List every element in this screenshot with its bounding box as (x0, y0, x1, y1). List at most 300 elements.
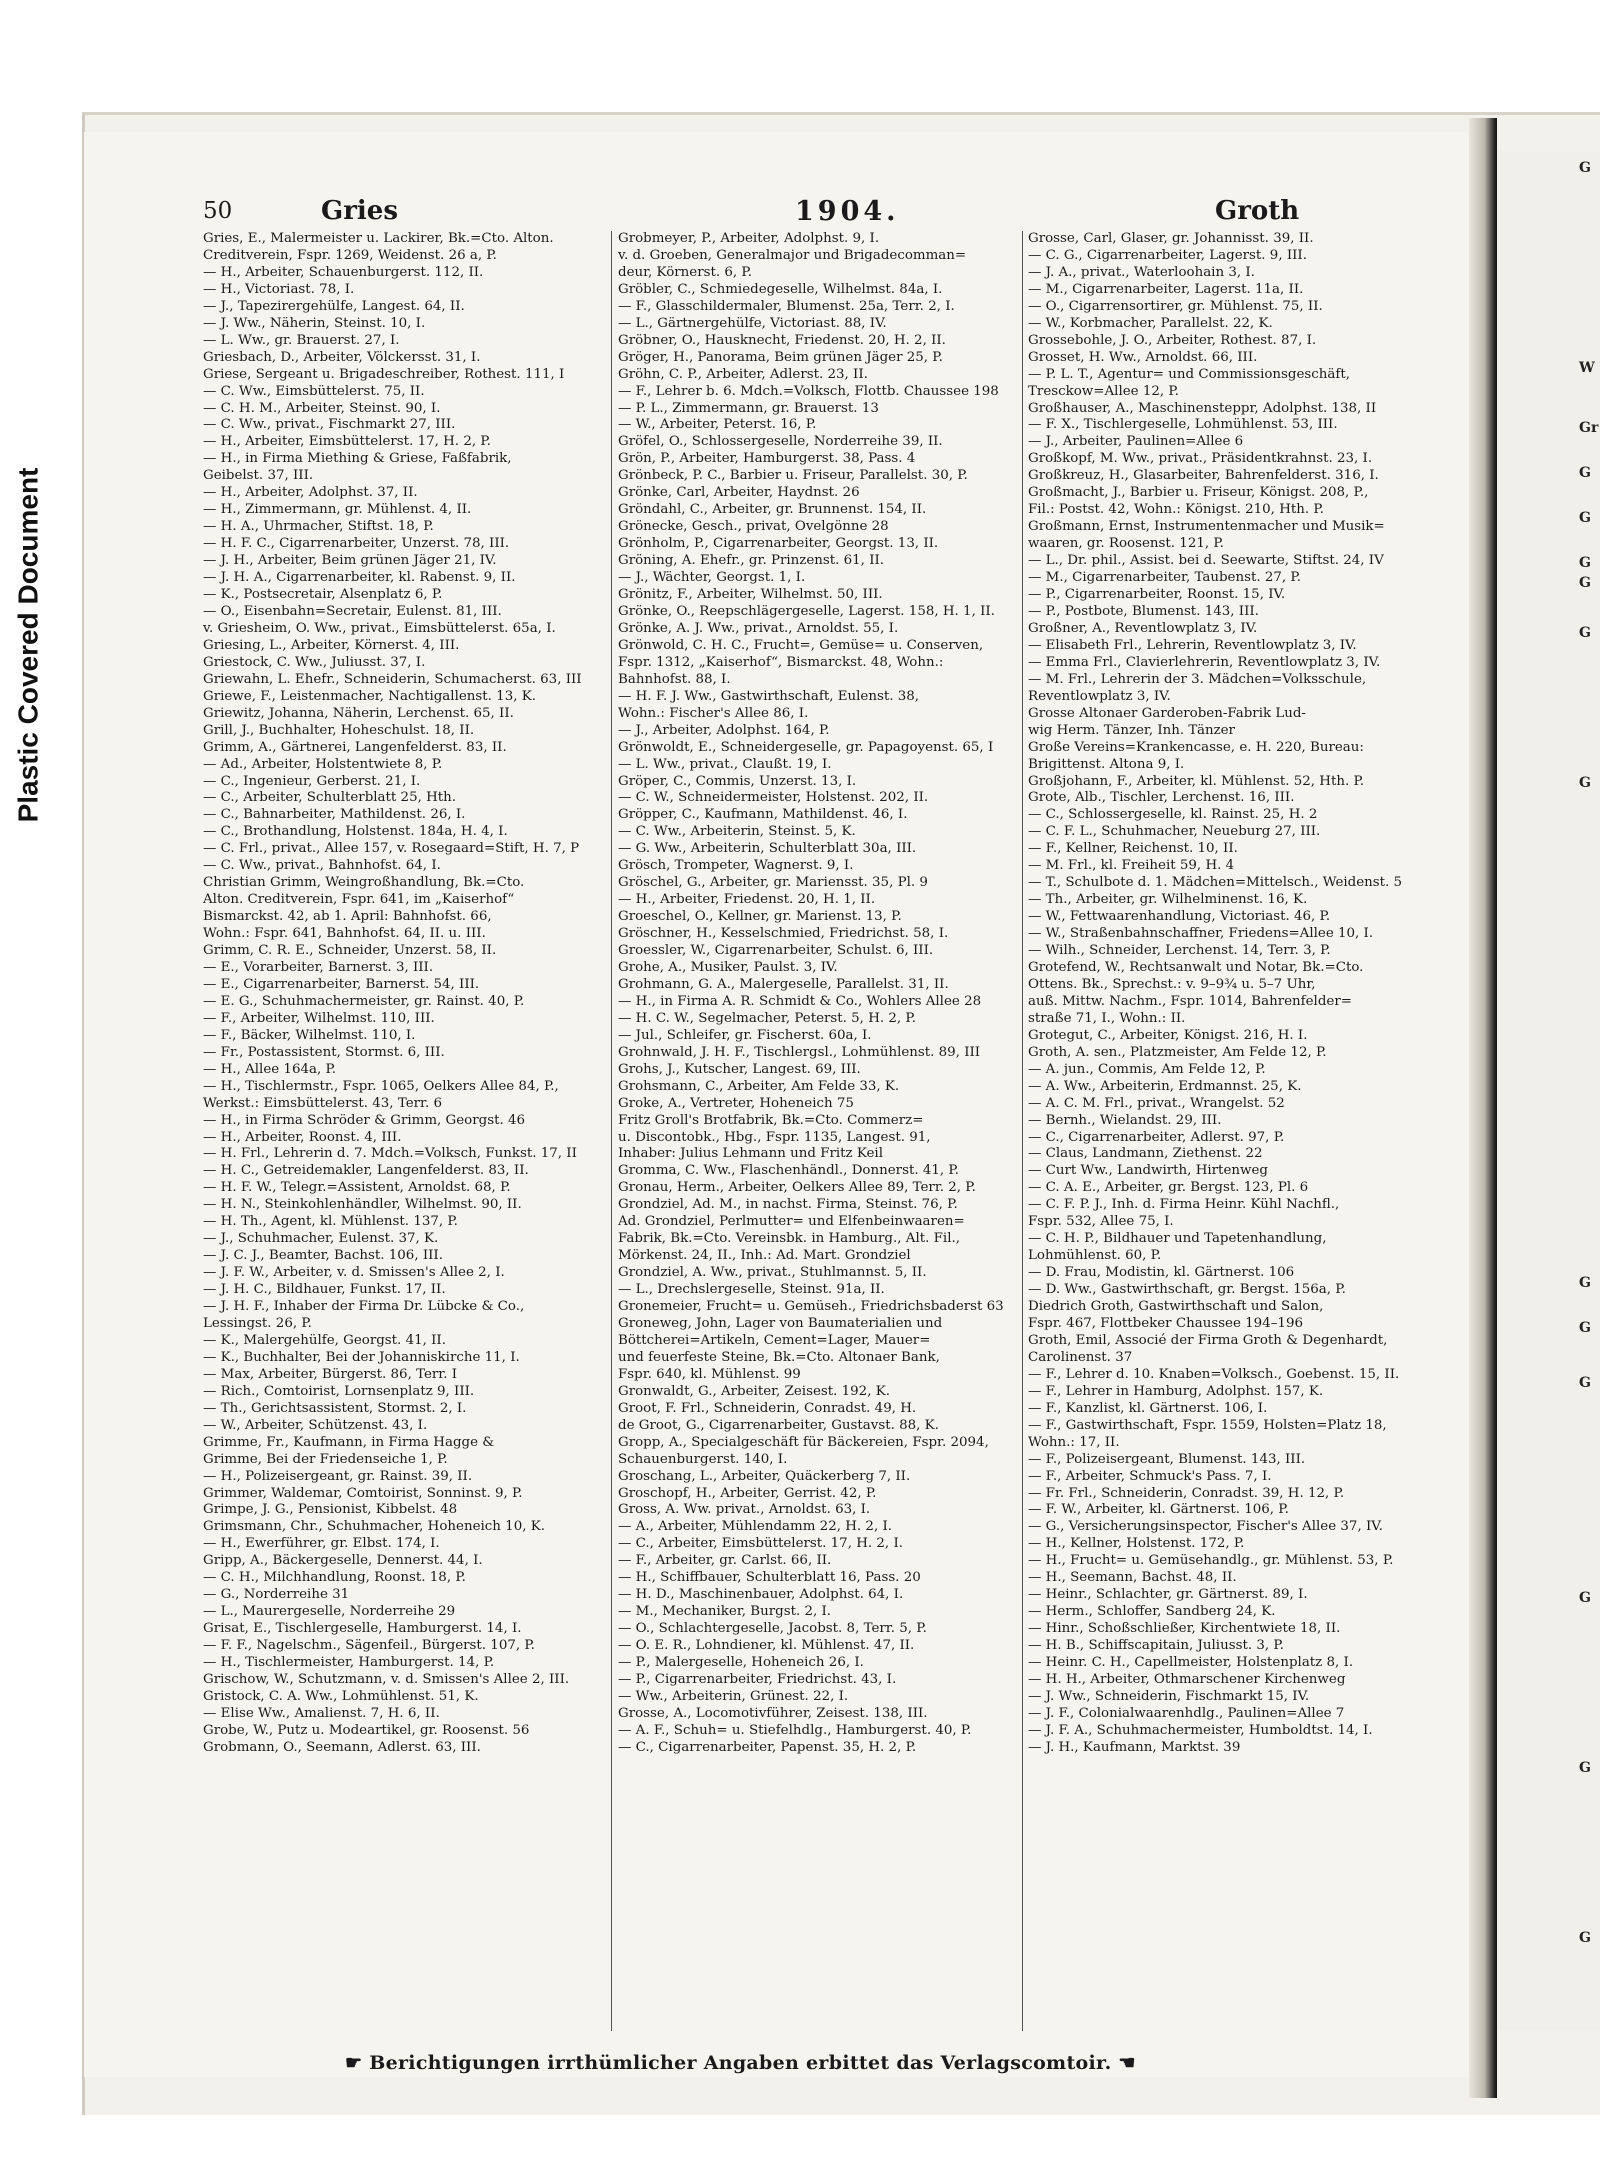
directory-entry: — W., Straßenbahnschaffner, Friedens=Allee 10, I. (1028, 926, 1374, 942)
adjacent-page-letter: Gr (1579, 420, 1599, 436)
directory-entry: Großner, A., Reventlowplatz 3, IV. (1028, 620, 1258, 636)
directory-entry: — Curt Ww., Landwirth, Hirtenweg (1028, 1163, 1268, 1179)
directory-entry: — L., Gärtnergehülfe, Victoriast. 88, IV. (618, 315, 887, 331)
directory-entry: Lessingst. 26, P. (203, 1316, 312, 1331)
directory-entry: — F., Glasschildermaler, Blumenst. 25a, Terr. 2, I. (618, 298, 955, 314)
directory-entry: v. d. Groeben, Generalmajor und Brigadecomman= (618, 247, 967, 263)
directory-entry: Geibelst. 37, III. (203, 468, 314, 484)
directory-entry: — M., Cigarrenarbeiter, Taubenst. 27, P. (1028, 570, 1301, 586)
directory-entry: — H. F. C., Cigarrenarbeiter, Unzerst. 78, III. (203, 536, 510, 552)
directory-entry: Gröbner, O., Hausknecht, Friedenst. 20, H. 2, II. (618, 332, 946, 348)
directory-entry: — E., Vorarbeiter, Barnerst. 3, III. (203, 959, 434, 975)
directory-entry: — H., Arbeiter, Schauenburgerst. 112, II. (203, 264, 484, 280)
directory-entry: — Ad., Arbeiter, Holstentwiete 8, P. (203, 756, 443, 772)
directory-entry: — H., Frucht= u. Gemüsehandlg., gr. Mühlenst. 53, P. (1028, 1553, 1394, 1569)
directory-entry: Grondziel, A. Ww., privat., Stuhlmannst. 5, II. (618, 1265, 927, 1281)
page-header (203, 196, 1300, 232)
directory-entry: Groeschel, O., Kellner, gr. Marienst. 13, P. (618, 909, 902, 925)
directory-entry: Großmann, Ernst, Instrumentenmacher und Musik= (1028, 519, 1385, 535)
directory-entry: Gröbler, C., Schmiedegeselle, Wilhelmst. 84a, I. (618, 281, 943, 297)
directory-entry: deur, Körnerst. 6, P. (618, 264, 752, 280)
directory-entry: — J. F. A., Schuhmachermeister, Humboldtst. 14, I. (1028, 1722, 1373, 1738)
directory-entry: — F., Lehrer d. 10. Knaben=Volksch., Goebenst. 15, II. (1028, 1366, 1400, 1382)
adjacent-page-letter: G (1579, 1275, 1591, 1291)
directory-entry: Grön, P., Arbeiter, Hamburgerst. 38, Pass. 4 (618, 451, 916, 467)
directory-entry: — C., Cigarrenarbeiter, Papenst. 35, H. 2, P. (618, 1739, 917, 1755)
directory-entry: — J., Arbeiter, Paulinen=Allee 6 (1028, 434, 1244, 450)
directory-entry: — D. Ww., Gastwirthschaft, gr. Bergst. 156a, P. (1028, 1282, 1346, 1298)
directory-entry: — K., Malergehülfe, Georgst. 41, II. (203, 1332, 446, 1348)
directory-entry: — L., Maurergeselle, Norderreihe 29 (203, 1604, 456, 1620)
directory-entry: — M. Frl., kl. Freiheit 59, H. 4 (1028, 858, 1235, 874)
directory-entry: — O., Cigarrensortirer, gr. Mühlenst. 75, II. (1028, 298, 1323, 314)
directory-entry: — H. Frl., Lehrerin d. 7. Mdch.=Volksch, Funkst. 17, II (203, 1146, 577, 1162)
directory-column-3 (1028, 231, 1444, 2036)
directory-entry: Groessler, W., Cigarrenarbeiter, Schulst. 6, III. (618, 943, 934, 959)
directory-entry: — H., Arbeiter, Eimsbüttelerst. 17, H. 2, P. (203, 434, 491, 450)
directory-entry: Grimm, C. R. E., Schneider, Unzerst. 58, II. (203, 943, 497, 959)
directory-entry: — H. N., Steinkohlenhändler, Wilhelmst. 90, II. (203, 1197, 522, 1213)
directory-entry: — H., in Firma Schröder & Grimm, Georgst. 46 (203, 1112, 526, 1128)
directory-entry: Gripp, A., Bäckergeselle, Dennerst. 44, I. (203, 1553, 483, 1569)
directory-entry: Grönke, A. J. Ww., privat., Arnoldst. 55, I. (618, 620, 899, 636)
directory-entry: Fspr. 467, Flottbeker Chaussee 194–196 (1028, 1316, 1303, 1331)
adjacent-page-letter: G (1579, 1590, 1591, 1606)
directory-entry: — J. H., Arbeiter, Beim grünen Jäger 21, IV. (203, 553, 497, 569)
directory-entry: — H. Th., Agent, kl. Mühlenst. 137, P. (203, 1214, 458, 1230)
directory-entry: — H. F. W., Telegr.=Assistent, Arnoldst. 68, P. (203, 1180, 511, 1196)
directory-entry: — J., Arbeiter, Adolphst. 164, P. (618, 722, 830, 738)
directory-entry: Tresckow=Allee 12, P. (1028, 383, 1179, 399)
directory-entry: — Heinr. C. H., Capellmeister, Holstenplatz 8, I. (1028, 1655, 1354, 1671)
directory-entry: Mörkenst. 24, II., Inh.: Ad. Mart. Grondziel (618, 1248, 911, 1264)
directory-entry: Gronwaldt, G., Arbeiter, Zeisest. 192, K. (618, 1383, 890, 1399)
directory-entry: — D. Frau, Modistin, kl. Gärtnerst. 106 (1028, 1265, 1295, 1281)
directory-entry: Ottens. Bk., Sprechst.: v. 9–9¾ u. 5–7 Uhr, (1028, 976, 1316, 992)
directory-entry: — J., Tapezirergehülfe, Langest. 64, II. (203, 298, 465, 314)
directory-entry: — F., Kanzlist, kl. Gärtnerst. 106, I. (1028, 1400, 1268, 1416)
directory-entry: — J. H., Kaufmann, Marktst. 39 (1028, 1739, 1241, 1755)
directory-entry: Grönecke, Gesch., privat, Ovelgönne 28 (618, 519, 889, 535)
directory-entry: — C. Ww., Eimsbüttelerst. 75, II. (203, 383, 425, 399)
directory-entry: Großkopf, M. Ww., privat., Präsidentkrahnst. 23, I. (1028, 451, 1373, 467)
adjacent-page-letter: G (1579, 1320, 1591, 1336)
directory-entry: Grönke, O., Reepschlägergeselle, Lagerst. 158, H. 1, II. (618, 603, 995, 619)
directory-entry: Griestock, C. Ww., Juliusst. 37, I. (203, 654, 426, 670)
directory-entry: Grimm, A., Gärtnerei, Langenfelderst. 83, II. (203, 739, 507, 755)
page-number: 50 (203, 198, 233, 224)
directory-entry: — J. C. J., Beamter, Bachst. 106, III. (203, 1248, 443, 1264)
directory-entry: Carolinenst. 37 (1028, 1349, 1133, 1365)
directory-entry: — C., Cigarrenarbeiter, Adlerst. 97, P. (1028, 1129, 1285, 1145)
directory-entry: — C. G., Cigarrenarbeiter, Lagerst. 9, III. (1028, 247, 1307, 263)
directory-entry: — A. C. M. Frl., privat., Wrangelst. 52 (1028, 1095, 1285, 1111)
directory-entry: Griesing, L., Arbeiter, Körnerst. 4, III. (203, 637, 460, 653)
directory-entry: — W., Arbeiter, Schützenst. 43, I. (203, 1417, 428, 1433)
directory-column-2 (618, 231, 1016, 2036)
directory-entry: — O., Schlachtergeselle, Jacobst. 8, Terr. 5, P. (618, 1621, 927, 1637)
directory-entry: — P., Malergeselle, Hoheneich 26, I. (618, 1655, 864, 1671)
directory-entry: Gröning, A. Ehefr., gr. Prinzenst. 61, II. (618, 553, 885, 569)
directory-entry: Grobmeyer, P., Arbeiter, Adolphst. 9, I. (618, 231, 880, 246)
directory-entry: — C. Frl., privat., Allee 157, v. Rosegaard=Stift, H. 7, P (203, 841, 580, 857)
directory-entry: — H. H., Arbeiter, Othmarschener Kirchenweg (1028, 1672, 1346, 1688)
directory-entry: Lohmühlenst. 60, P. (1028, 1248, 1162, 1264)
directory-entry: und feuerfeste Steine, Bk.=Cto. Altonaer Bank, (618, 1349, 940, 1365)
directory-entry: — Hinr., Schoßschließer, Kirchentwiete 18, II. (1028, 1621, 1341, 1637)
directory-entry: Fabrik, Bk.=Cto. Vereinsbk. in Hamburg., Alt. Fil., (618, 1231, 960, 1247)
directory-entry: — Emma Frl., Clavierlehrerin, Reventlowplatz 3, IV. (1028, 654, 1381, 670)
directory-entry: — F. W., Arbeiter, kl. Gärtnerst. 106, P. (1028, 1502, 1289, 1518)
directory-entry: — Max, Arbeiter, Bürgerst. 86, Terr. I (203, 1366, 458, 1382)
directory-entry: — H., Zimmermann, gr. Mühlenst. 4, II. (203, 502, 472, 518)
directory-entry: Griewahn, L. Ehefr., Schneiderin, Schumacherst. 63, III (203, 671, 582, 687)
directory-entry: — H., Allee 164a, P. (203, 1061, 337, 1077)
header-first-entry-word: Gries (321, 196, 398, 226)
directory-entry: Fspr. 532, Allee 75, I. (1028, 1214, 1174, 1230)
directory-entry: Gross, A. Ww. privat., Arnoldst. 63, I. (618, 1502, 871, 1518)
directory-entry: Groschang, L., Arbeiter, Quäckerberg 7, II. (618, 1468, 911, 1484)
directory-entry: — P. L., Zimmermann, gr. Brauerst. 13 (618, 400, 879, 416)
directory-entry: — C. A. E., Arbeiter, gr. Bergst. 123, Pl. 6 (1028, 1180, 1309, 1196)
directory-entry: Gries, E., Malermeister u. Lackirer, Bk.=Cto. Alton. (203, 231, 554, 246)
directory-entry: Grohsmann, C., Arbeiter, Am Felde 33, K. (618, 1078, 900, 1094)
directory-entry: — C., Arbeiter, Eimsbüttelerst. 17, H. 2, I. (618, 1536, 903, 1552)
directory-entry: — E. G., Schuhmachermeister, gr. Rainst. 40, P. (203, 993, 525, 1009)
directory-entry: — J. H. F., Inhaber der Firma Dr. Lübcke & Co., (203, 1299, 525, 1315)
directory-entry: — C., Schlossergeselle, kl. Rainst. 25, H. 2 (1028, 807, 1318, 823)
directory-entry: Gröschner, H., Kesselschmied, Friedrichst. 58, I. (618, 926, 949, 942)
directory-entry: Großjohann, F., Arbeiter, kl. Mühlenst. 52, Hth. P. (1028, 773, 1365, 789)
directory-entry: — Fr. Frl., Schneiderin, Conradst. 39, H. 12, P. (1028, 1485, 1345, 1501)
directory-entry: Große Vereins=Krankencasse, e. H. 220, Bureau: (1028, 739, 1364, 755)
directory-entry: — J. H. C., Bildhauer, Funkst. 17, II. (203, 1282, 446, 1298)
directory-entry: Grosse Altonaer Garderoben-Fabrik Lud- (1028, 705, 1306, 721)
directory-entry: Grosse, A., Locomotivführer, Zeisest. 138, III. (618, 1705, 928, 1721)
adjacent-page-letter: G (1579, 160, 1591, 176)
directory-entry: — H., Ewerführer, gr. Elbst. 174, I. (203, 1536, 440, 1552)
directory-entry: — Elisabeth Frl., Lehrerin, Reventlowplatz 3, IV. (1028, 637, 1357, 653)
directory-entry: Gristock, C. A. Ww., Lohmühlenst. 51, K. (203, 1688, 479, 1704)
directory-entry: — H. C., Getreidemakler, Langenfelderst. 83, II. (203, 1163, 529, 1179)
directory-entry: Groth, A. sen., Platzmeister, Am Felde 12, P. (1028, 1044, 1327, 1060)
directory-entry: — L. Ww., privat., Claußt. 19, I. (618, 756, 832, 772)
directory-entry: — J., Wächter, Georgst. 1, I. (618, 570, 806, 586)
directory-entry: Diedrich Groth, Gastwirthschaft und Salon, (1028, 1299, 1324, 1315)
directory-entry: Gromma, C. Ww., Flaschenhändl., Donnerst. 41, P. (618, 1163, 959, 1179)
directory-entry: — Wilh., Schneider, Lerchenst. 14, Terr. 3, P. (1028, 943, 1331, 959)
adjacent-page-letter: G (1579, 1760, 1591, 1776)
directory-entry: Gropp, A., Specialgeschäft für Bäckereien, Fspr. 2094, (618, 1434, 989, 1450)
side-label-text: Plastic Covered Document (12, 467, 43, 823)
directory-entry: Groschopf, H., Arbeiter, Gerrist. 42, P. (618, 1485, 877, 1501)
directory-entry: — G., Norderreihe 31 (203, 1587, 350, 1603)
directory-entry: — J. Ww., Näherin, Steinst. 10, I. (203, 315, 426, 331)
directory-entry: — L. Ww., gr. Brauerst. 27, I. (203, 332, 400, 348)
directory-entry: Groneweg, John, Lager von Baumaterialien und (618, 1316, 943, 1331)
directory-entry: — W., Korbmacher, Parallelst. 22, K. (1028, 315, 1273, 331)
directory-entry: Grobe, W., Putz u. Modeartikel, gr. Roosenst. 56 (203, 1722, 530, 1738)
directory-entry: — P., Postbote, Blumenst. 143, III. (1028, 603, 1259, 619)
adjacent-page-letter: G (1579, 775, 1591, 791)
directory-entry: Grohmann, G. A., Malergeselle, Parallelst. 31, II. (618, 976, 949, 992)
directory-entry: — F., Arbeiter, Schmuck's Pass. 7, I. (1028, 1468, 1272, 1484)
directory-entry: Groot, F. Frl., Schneiderin, Conradst. 49, H. (618, 1400, 917, 1416)
side-label (8, 380, 48, 910)
directory-entry: — C. F. L., Schuhmacher, Neueburg 27, III. (1028, 824, 1321, 840)
directory-entry: — H., Schiffbauer, Schulterblatt 16, Pass. 20 (618, 1570, 921, 1586)
directory-entry: — Ww., Arbeiterin, Grünest. 22, I. (618, 1688, 849, 1704)
directory-entry: Grimmer, Waldemar, Comtoirist, Sonninst. 9, P. (203, 1485, 523, 1501)
directory-entry: — Rich., Comtoirist, Lornsenplatz 9, III. (203, 1383, 475, 1399)
directory-entry: — H. D., Maschinenbauer, Adolphst. 64, I. (618, 1587, 904, 1603)
directory-entry: Grohnwald, J. H. F., Tischlergsl., Lohmühlenst. 89, III (618, 1044, 981, 1060)
directory-entry: Grönholm, P., Cigarrenarbeiter, Georgst. 13, II. (618, 536, 939, 552)
directory-entry: Fspr. 1312, „Kaiserhof“, Bismarckst. 48, Wohn.: (618, 654, 944, 670)
adjacent-page-letter: W (1579, 360, 1595, 376)
directory-entry: — Fr., Postassistent, Stormst. 6, III. (203, 1044, 445, 1060)
directory-entry: Reventlowplatz 3, IV. (1028, 688, 1171, 704)
directory-entry: Ad. Grondziel, Perlmutter= und Elfenbeinwaaren= (618, 1214, 965, 1230)
directory-entry: — L., Dr. phil., Assist. bei d. Seewarte, Stiftst. 24, IV (1028, 553, 1384, 569)
directory-entry: — C. W., Schneidermeister, Holstenst. 202, II. (618, 790, 929, 806)
directory-entry: — J. F., Colonialwaarenhdlg., Paulinen=Allee 7 (1028, 1705, 1345, 1721)
directory-entry: Großkreuz, H., Glasarbeiter, Bahrenfelderst. 316, I. (1028, 468, 1379, 484)
directory-entry: — H., Arbeiter, Adolphst. 37, II. (203, 485, 418, 501)
directory-entry: Grösch, Trompeter, Wagnerst. 9, I. (618, 858, 854, 874)
directory-entry: — H., Victoriast. 78, I. (203, 281, 355, 297)
directory-entry: — H., Seemann, Bachst. 48, II. (1028, 1570, 1237, 1586)
directory-entry: Grönbeck, P. C., Barbier u. Friseur, Parallelst. 30, P. (618, 468, 968, 484)
directory-entry: — H. B., Schiffscapitain, Juliusst. 3, P. (1028, 1638, 1284, 1654)
directory-entry: Großhauser, A., Maschinensteppr, Adolphst. 138, II (1028, 400, 1377, 416)
directory-entry: — C. H., Milchhandlung, Roonst. 18, P. (203, 1570, 466, 1586)
directory-entry: — C., Ingenieur, Gerberst. 21, I. (203, 773, 421, 789)
directory-entry: Alton. Creditverein, Fspr. 641, im „Kaiserhof“ (203, 892, 515, 908)
directory-entry: Grönwoldt, E., Schneidergeselle, gr. Papagoyenst. 65, I (618, 739, 994, 755)
directory-entry: — Th., Arbeiter, gr. Wilhelminenst. 16, K. (1028, 892, 1308, 908)
adjacent-page-edge (1497, 150, 1600, 2030)
directory-entry: — E., Cigarrenarbeiter, Barnerst. 54, III. (203, 976, 480, 992)
directory-entry: Schauenburgerst. 140, I. (618, 1451, 788, 1467)
directory-entry: Böttcherei=Artikeln, Cement=Lager, Mauer= (618, 1332, 931, 1348)
directory-entry: — C., Bahnarbeiter, Mathildenst. 26, I. (203, 807, 466, 823)
directory-entry: — T., Schulbote d. 1. Mädchen=Mittelsch., Weidenst. 5 (1028, 875, 1403, 891)
directory-entry: — H., Arbeiter, Roonst. 4, III. (203, 1129, 402, 1145)
directory-entry: Griese, Sergeant u. Brigadeschreiber, Rothest. 111, I (203, 366, 565, 382)
directory-entry: Grischow, W., Schutzmann, v. d. Smissen's Allee 2, III. (203, 1672, 570, 1688)
directory-entry: Grimpe, J. G., Pensionist, Kibbelst. 48 (203, 1502, 458, 1518)
directory-entry: — W., Arbeiter, Peterst. 16, P. (618, 417, 817, 433)
directory-entry: Grote, Alb., Tischler, Lerchenst. 16, III. (1028, 790, 1295, 806)
directory-entry: — H., Tischlermstr., Fspr. 1065, Oelkers Allee 84, P., (203, 1078, 559, 1094)
directory-entry: — C. Ww., privat., Fischmarkt 27, III. (203, 417, 456, 433)
directory-entry: Grimme, Fr., Kaufmann, in Firma Hagge & (203, 1434, 495, 1450)
directory-entry: Christian Grimm, Weingroßhandlung, Bk.=Cto. (203, 875, 525, 891)
directory-entry: — M. Frl., Lehrerin der 3. Mädchen=Volksschule, (1028, 671, 1367, 687)
directory-entry: — K., Buchhalter, Bei der Johanniskirche 11, I. (203, 1349, 520, 1365)
directory-entry: — J. H. A., Cigarrenarbeiter, kl. Rabenst. 9, II. (203, 570, 516, 586)
directory-entry: Grimsmann, Chr., Schuhmacher, Hoheneich 10, K. (203, 1519, 545, 1535)
directory-entry: — J. F. W., Arbeiter, v. d. Smissen's Allee 2, I. (203, 1265, 505, 1281)
directory-entry: — O. E. R., Lohndiener, kl. Mühlenst. 47, II. (618, 1638, 915, 1654)
directory-entry: — H., in Firma Miething & Griese, Faßfabrik, (203, 451, 512, 467)
directory-entry: Grönitz, F., Arbeiter, Wilhelmst. 50, III. (618, 587, 883, 603)
directory-entry: Groth, Emil, Associé der Firma Groth & Degenhardt, (1028, 1332, 1388, 1348)
directory-entry: Grondziel, Ad. M., in nachst. Firma, Steinst. 76, P. (618, 1197, 958, 1213)
directory-entry: — C. F. P. J., Inh. d. Firma Heinr. Kühl Nachfl., (1028, 1197, 1340, 1213)
directory-entry: — P. L. T., Agentur= und Commissionsgeschäft, (1028, 366, 1350, 382)
directory-entry: v. Griesheim, O. Ww., privat., Eimsbüttelerst. 65a, I. (203, 620, 556, 636)
directory-entry: — L., Drechslergeselle, Steinst. 91a, II. (618, 1282, 885, 1298)
directory-entry: — O., Eisenbahn=Secretair, Eulenst. 81, III. (203, 603, 502, 619)
directory-entry: — H., Kellner, Holstenst. 172, P. (1028, 1536, 1245, 1552)
directory-entry: — C., Arbeiter, Schulterblatt 25, Hth. (203, 790, 457, 806)
directory-entry: — H., Tischlermeister, Hamburgerst. 14, P. (203, 1655, 495, 1671)
directory-entry: de Groot, G., Cigarrenarbeiter, Gustavst. 88, K. (618, 1417, 939, 1433)
directory-entry: Bahnhofst. 88, I. (618, 671, 731, 687)
directory-entry: — H., Polizeisergeant, gr. Rainst. 39, II. (203, 1468, 473, 1484)
directory-entry: — P., Cigarrenarbeiter, Roonst. 15, IV. (1028, 587, 1286, 603)
header-last-entry-word: Groth (1215, 196, 1300, 226)
directory-entry: Grotefend, W., Rechtsanwalt und Notar, Bk.=Cto. (1028, 959, 1364, 975)
directory-entry: wig Herm. Tänzer, Inh. Tänzer (1028, 722, 1235, 738)
directory-entry: Fil.: Postst. 42, Wohn.: Königst. 210, Hth. P. (1028, 502, 1324, 518)
directory-entry: — F., Bäcker, Wilhelmst. 110, I. (203, 1027, 416, 1043)
directory-entry: Grobmann, O., Seemann, Adlerst. 63, III. (203, 1739, 481, 1755)
directory-entry: Griewe, F., Leistenmacher, Nachtigallenst. 13, K. (203, 688, 536, 704)
directory-entry: Brigittenst. Altona 9, I. (1028, 756, 1185, 772)
directory-entry: — M., Mechaniker, Burgst. 2, I. (618, 1604, 832, 1620)
directory-entry: Fritz Groll's Brotfabrik, Bk.=Cto. Commerz= (618, 1112, 924, 1128)
adjacent-page-letter: G (1579, 1375, 1591, 1391)
directory-entry: — F., Lehrer b. 6. Mdch.=Volksch, Flottb. Chaussee 198 (618, 383, 999, 399)
directory-entry: — A. Ww., Arbeiterin, Erdmannst. 25, K. (1028, 1078, 1302, 1094)
page-fold-shadow (1469, 118, 1497, 2098)
directory-entry: Grossebohle, J. O., Arbeiter, Rothest. 87, I. (1028, 332, 1317, 348)
directory-entry: Werkst.: Eimsbüttelerst. 43, Terr. 6 (203, 1095, 443, 1111)
directory-entry: Grosse, Carl, Glaser, gr. Johannisst. 39, II. (1028, 231, 1314, 246)
directory-entry: Grönke, Carl, Arbeiter, Haydnst. 26 (618, 485, 860, 501)
directory-entry: Grohs, J., Kutscher, Langest. 69, III. (618, 1061, 861, 1077)
directory-entry: — Th., Gerichtsassistent, Stormst. 2, I. (203, 1400, 467, 1416)
directory-entry: — J., Schuhmacher, Eulenst. 37, K. (203, 1231, 439, 1247)
directory-entry: Großmacht, J., Barbier u. Friseur, Königst. 208, P., (1028, 485, 1369, 501)
directory-entry: Wohn.: Fspr. 641, Bahnhofst. 64, II. u. III. (203, 926, 486, 942)
directory-entry: — H., in Firma A. R. Schmidt & Co., Wohlers Allee 28 (618, 993, 982, 1009)
adjacent-page-letter: G (1579, 625, 1591, 641)
directory-entry: Wohn.: 17, II. (1028, 1434, 1120, 1450)
directory-column-1 (203, 231, 605, 2036)
directory-entry: — F. F., Nagelschm., Sägenfeil., Bürgerst. 107, P. (203, 1638, 535, 1654)
directory-entry: — A. F., Schuh= u. Stiefelhdlg., Hamburgerst. 40, P. (618, 1722, 972, 1738)
adjacent-page-letter: G (1579, 575, 1591, 591)
directory-entry: — Claus, Landmann, Ziethenst. 22 (1028, 1146, 1263, 1162)
directory-entry: — F., Polizeisergeant, Blumenst. 143, III. (1028, 1451, 1306, 1467)
directory-entry: — Jul., Schleifer, gr. Fischerst. 60a, I. (618, 1027, 872, 1043)
directory-entry: — Bernh., Wielandst. 29, III. (1028, 1112, 1222, 1128)
directory-entry: auß. Mittw. Nachm., Fspr. 1014, Bahrenfelder= (1028, 993, 1352, 1009)
directory-entry: — F. X., Tischlergeselle, Lohmühlenst. 53, III. (1028, 417, 1338, 433)
directory-entry: — C. H. M., Arbeiter, Steinst. 90, I. (203, 400, 441, 416)
directory-entry: Groke, A., Vertreter, Hoheneich 75 (618, 1095, 854, 1111)
directory-entry: waaren, gr. Roosenst. 121, P. (1028, 536, 1224, 552)
directory-entry: — Heinr., Schlachter, gr. Gärtnerst. 89, I. (1028, 1587, 1308, 1603)
directory-entry: Gröger, H., Panorama, Beim grünen Jäger 25, P. (618, 349, 943, 365)
directory-entry: — H. A., Uhrmacher, Stiftst. 18, P. (203, 519, 434, 535)
directory-entry: Griewitz, Johanna, Näherin, Lerchenst. 65, II. (203, 705, 514, 721)
directory-entry: — Herm., Schloffer, Sandberg 24, K. (1028, 1604, 1276, 1620)
directory-entry: Griesbach, D., Arbeiter, Völckersst. 31, I. (203, 349, 481, 365)
directory-entry: — C., Brothandlung, Holstenst. 184a, H. 4, I. (203, 824, 508, 840)
directory-entry: Inhaber: Julius Lehmann und Fritz Keil (618, 1146, 884, 1162)
directory-entry: — Elise Ww., Amalienst. 7, H. 6, II. (203, 1705, 440, 1721)
directory-entry: Grönwold, C. H. C., Frucht=, Gemüse= u. Conserven, (618, 637, 984, 653)
adjacent-page-letter: G (1579, 510, 1591, 526)
directory-entry: — J. Ww., Schneiderin, Fischmarkt 15, IV. (1028, 1688, 1310, 1704)
directory-entry: — H., Arbeiter, Friedenst. 20, H. 1, II. (618, 892, 876, 908)
directory-entry: — H. F. J. Ww., Gastwirthschaft, Eulenst. 38, (618, 688, 920, 704)
directory-entry: — P., Cigarrenarbeiter, Friedrichst. 43, I. (618, 1672, 897, 1688)
directory-entry: — F., Arbeiter, Wilhelmst. 110, III. (203, 1010, 435, 1026)
directory-entry: Gröper, C., Commis, Unzerst. 13, I. (618, 773, 857, 789)
directory-entry: Grisat, E., Tischlergeselle, Hamburgerst. 14, I. (203, 1621, 522, 1637)
directory-entry: — C. Ww., Arbeiterin, Steinst. 5, K. (618, 824, 856, 840)
directory-entry: Creditverein, Fspr. 1269, Weidenst. 26 a, P. (203, 247, 497, 263)
directory-entry: Grotegut, C., Arbeiter, Königst. 216, H. I. (1028, 1027, 1308, 1043)
directory-entry: Gronemeier, Frucht= u. Gemüseh., Friedrichsbaderst 63 (618, 1299, 1004, 1315)
directory-entry: Gröndahl, C., Arbeiter, gr. Brunnenst. 154, II. (618, 502, 927, 518)
column-divider (611, 231, 612, 2031)
directory-entry: — W., Fettwaarenhandlung, Victoriast. 46, P. (1028, 909, 1331, 925)
directory-entry: Grohe, A., Musiker, Paulst. 3, IV. (618, 959, 838, 975)
directory-entry: — C. H. P., Bildhauer und Tapetenhandlung, (1028, 1231, 1327, 1247)
header-year: 1904. (795, 196, 900, 227)
column-divider (1022, 231, 1023, 2031)
directory-entry: Grill, J., Buchhalter, Hoheschulst. 18, II. (203, 722, 475, 738)
directory-entry: Wohn.: Fischer's Allee 86, I. (618, 705, 809, 721)
directory-entry: — F., Kellner, Reichenst. 10, II. (1028, 841, 1238, 857)
directory-entry: straße 71, I., Wohn.: II. (1028, 1010, 1186, 1026)
directory-entry: — C. Ww., privat., Bahnhofst. 64, I. (203, 858, 441, 874)
adjacent-page-letter: G (1579, 465, 1591, 481)
directory-entry: — H. C. W., Segelmacher, Peterst. 5, H. 2, P. (618, 1010, 916, 1026)
directory-entry: — G., Versicherungsinspector, Fischer's Allee 37, IV. (1028, 1519, 1383, 1535)
directory-entry: Grosset, H. Ww., Arnoldst. 66, III. (1028, 349, 1258, 365)
directory-entry: — K., Postsecretair, Alsenplatz 6, P. (203, 587, 443, 603)
directory-entry: — G. Ww., Arbeiterin, Schulterblatt 30a, III. (618, 841, 917, 857)
adjacent-page-letter: G (1579, 1930, 1591, 1946)
directory-entry: — F., Gastwirthschaft, Fspr. 1559, Holsten=Platz 18, (1028, 1417, 1387, 1433)
directory-entry: Gröfel, O., Schlossergeselle, Norderreihe 39, II. (618, 434, 943, 450)
directory-entry: u. Discontobk., Hbg., Fspr. 1135, Langest. 91, (618, 1129, 931, 1145)
directory-entry: — A. jun., Commis, Am Felde 12, P. (1028, 1061, 1266, 1077)
directory-entry: Gronau, Herm., Arbeiter, Oelkers Allee 89, Terr. 2, P. (618, 1180, 976, 1196)
directory-entry: — M., Cigarrenarbeiter, Lagerst. 11a, II. (1028, 281, 1304, 297)
adjacent-page-letter: G (1579, 555, 1591, 571)
directory-entry: Gröhn, C. P., Arbeiter, Adlerst. 23, II. (618, 366, 868, 382)
directory-entry: Gröschel, G., Arbeiter, gr. Mariensst. 35, Pl. 9 (618, 875, 928, 891)
directory-entry: — F., Lehrer in Hamburg, Adolphst. 157, K. (1028, 1383, 1324, 1399)
directory-entry: — F., Arbeiter, gr. Carlst. 66, II. (618, 1553, 832, 1569)
directory-entry: — J. A., privat., Waterloohain 3, I. (1028, 264, 1255, 280)
directory-entry: Fspr. 640, kl. Mühlenst. 99 (618, 1366, 801, 1382)
directory-entry: — A., Arbeiter, Mühlendamm 22, H. 2, I. (618, 1519, 893, 1535)
directory-entry: Grimme, Bei der Friedenseiche 1, P. (203, 1451, 448, 1467)
footer-notice: ☛ Berichtigungen irrthümlicher Angaben erbittet das Verlagscomtoir. ☚ (345, 2052, 1136, 2074)
directory-entry: Bismarckst. 42, ab 1. April: Bahnhofst. 66, (203, 909, 492, 925)
directory-entry: Gröpper, C., Kaufmann, Mathildenst. 46, I. (618, 807, 908, 823)
